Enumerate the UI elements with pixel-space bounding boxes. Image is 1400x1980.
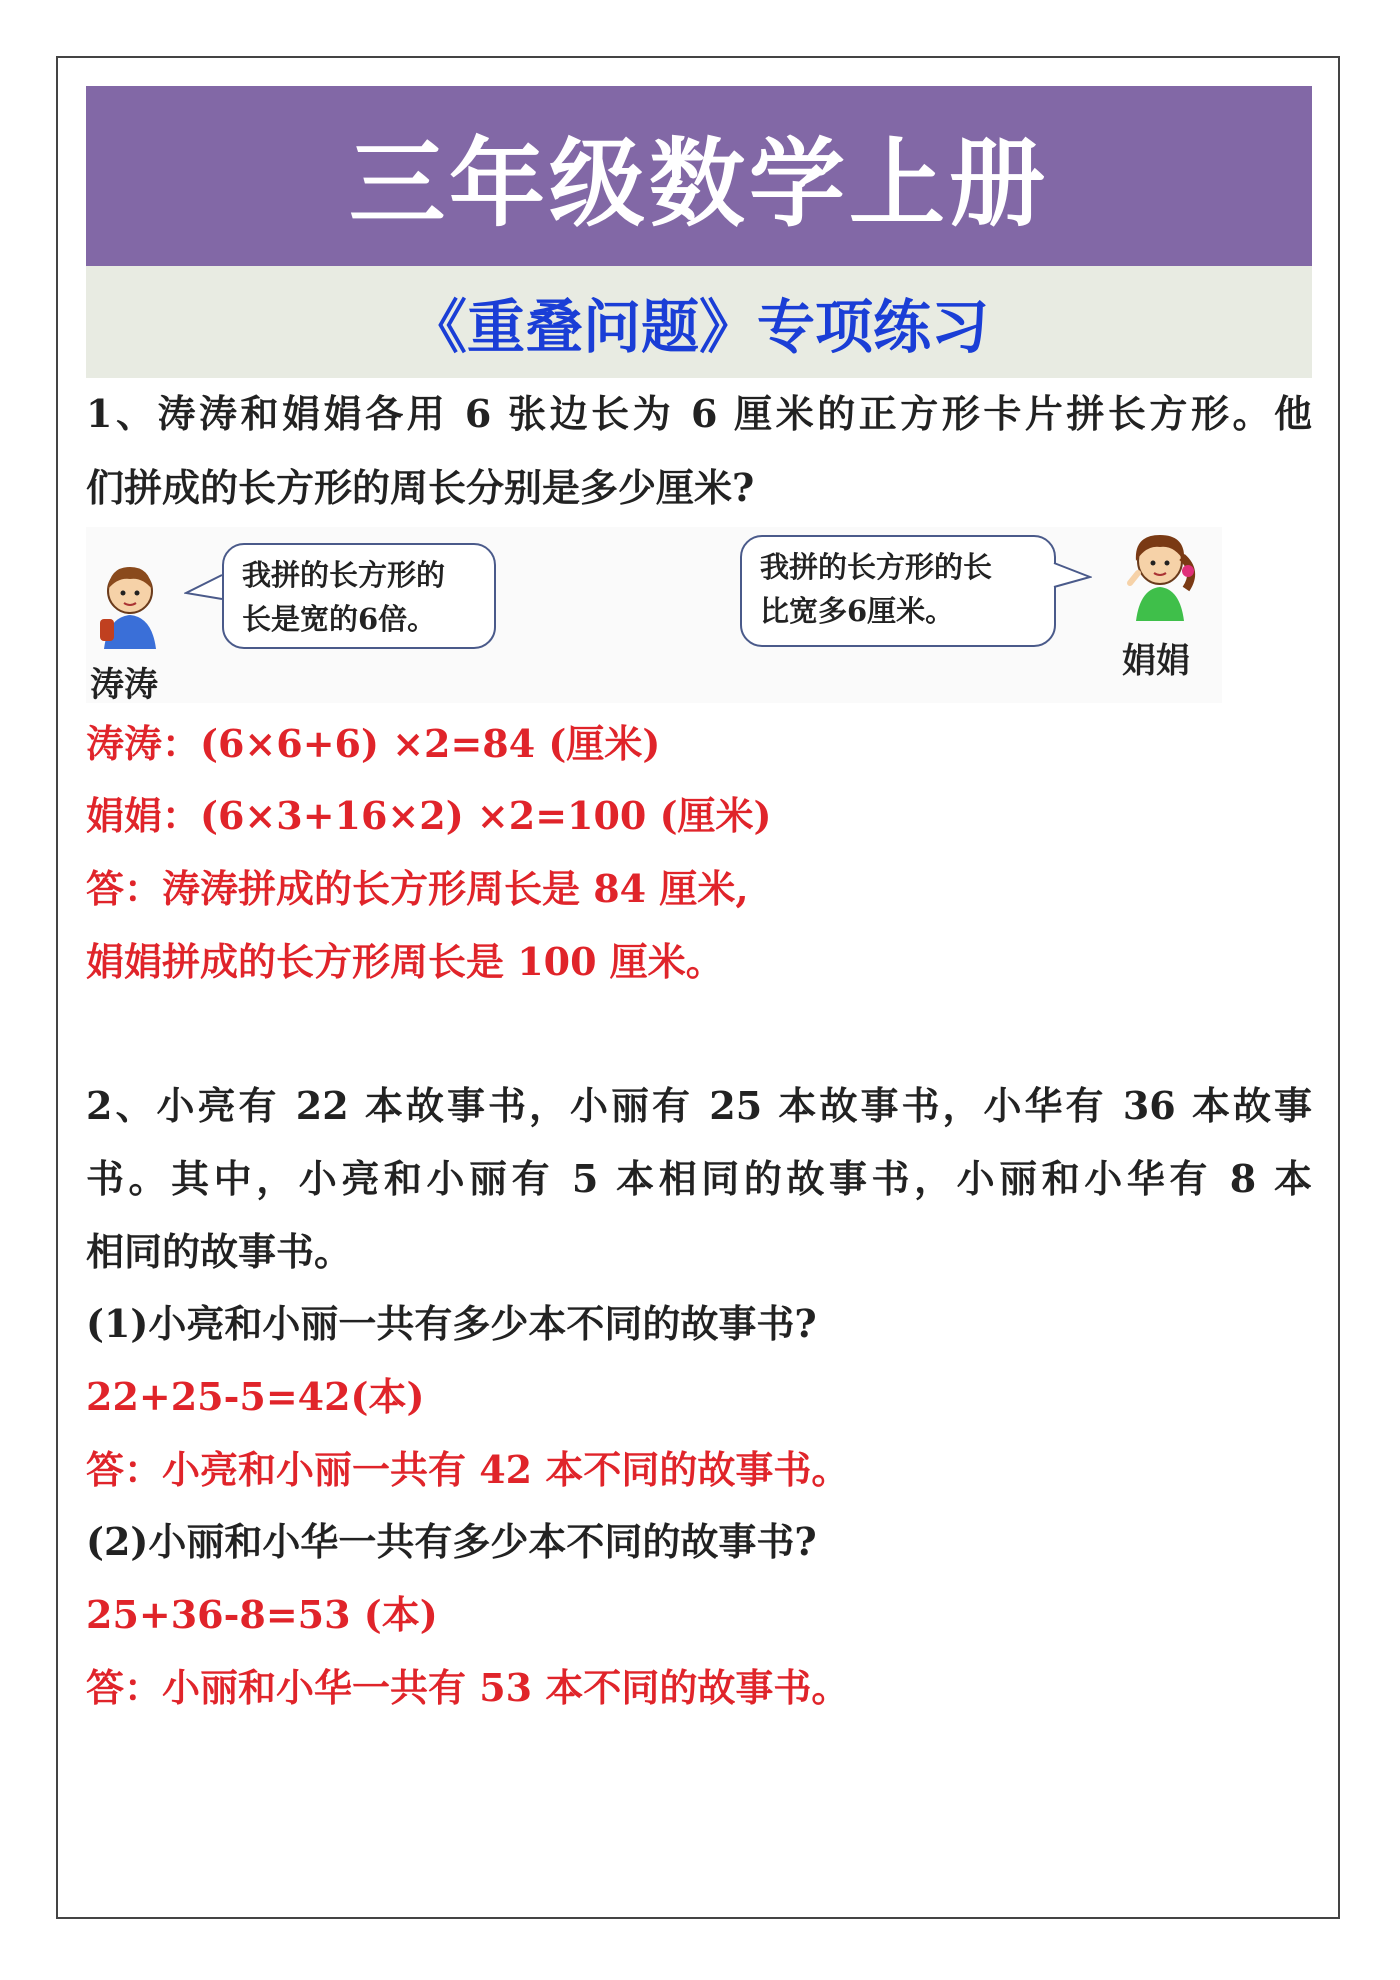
boy-figure-icon — [90, 561, 170, 651]
page-subtitle: 《重叠问题》专项练习 — [86, 266, 1312, 378]
right-bubble-line-2: 比宽多6厘米。 — [760, 594, 955, 628]
q2-subquestion-1: (1)小亮和小丽一共有多少本不同的故事书? — [86, 1301, 817, 1346]
q1-final-answer-2: 娟娟拼成的长方形周长是 100 厘米。 — [86, 939, 724, 984]
girl-figure-icon — [1116, 527, 1206, 623]
right-speech-bubble — [740, 535, 1056, 647]
q2-subquestion-2: (2)小丽和小华一共有多少本不同的故事书? — [86, 1519, 817, 1564]
right-character-name: 娟娟 — [1122, 641, 1190, 681]
q2-text-line-2: 书。其中，小亮和小丽有 5 本相同的故事书，小丽和小华有 8 本 — [86, 1156, 1312, 1201]
q2-answer-1: 答：小亮和小丽一共有 42 本不同的故事书。 — [86, 1447, 850, 1492]
left-character-name: 涛涛 — [90, 665, 158, 705]
left-speech-bubble — [222, 543, 496, 649]
right-bubble-tail — [1052, 557, 1092, 597]
left-bubble-tail — [184, 569, 224, 609]
q2-text-line-1: 2、小亮有 22 本故事书，小丽有 25 本故事书，小华有 36 本故事 — [86, 1083, 1312, 1128]
q1-text-line-2: 们拼成的长方形的周长分别是多少厘米? — [86, 465, 755, 510]
q1-answer-juanjuan: 娟娟：(6×3+16×2) ×2=100 (厘米) — [86, 793, 772, 838]
q1-answer-taotao: 涛涛：(6×6+6) ×2=84 (厘米) — [86, 721, 661, 766]
q2-calculation-1: 22+25-5=42(本) — [86, 1374, 425, 1419]
q1-illustration — [86, 527, 1222, 703]
page-title: 三年级数学上册 — [86, 86, 1312, 266]
q2-answer-2: 答：小丽和小华一共有 53 本不同的故事书。 — [86, 1665, 850, 1710]
left-bubble-line-1: 我拼的长方形的 — [242, 558, 446, 592]
q2-text-line-3: 相同的故事书。 — [86, 1229, 353, 1274]
left-bubble-line-2: 长是宽的6倍。 — [242, 602, 437, 636]
q1-text-line-1: 1、涛涛和娟娟各用 6 张边长为 6 厘米的正方形卡片拼长方形。他 — [86, 391, 1312, 436]
right-bubble-line-1: 我拼的长方形的长 — [760, 550, 993, 584]
q1-final-answer-1: 答：涛涛拼成的长方形周长是 84 厘米, — [86, 866, 749, 911]
q2-calculation-2: 25+36-8=53 (本) — [86, 1592, 438, 1637]
